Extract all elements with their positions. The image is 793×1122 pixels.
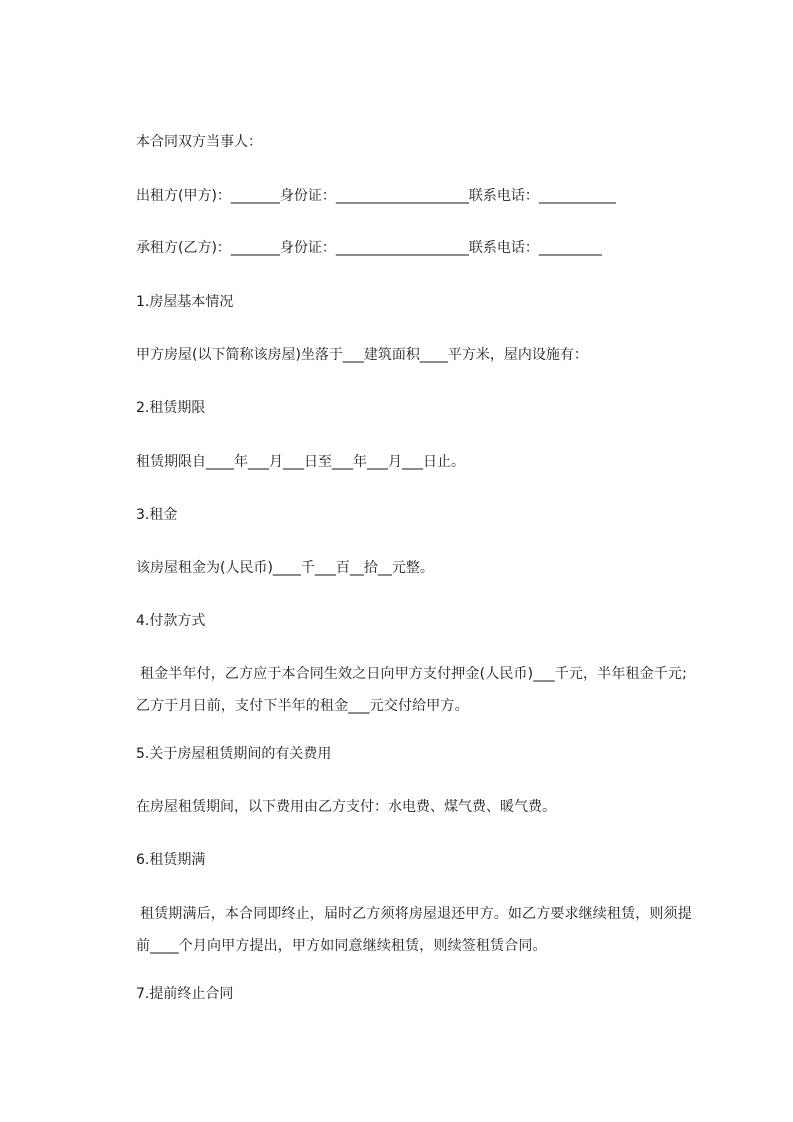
section-5-text: 在房屋租赁期间，以下费用由乙方支付：水电费、煤气费、暖气费。 <box>136 799 556 815</box>
section-1-text: 甲方房屋(以下简称该房屋)坐落于___建筑面积____平方米，屋内设施有： <box>136 347 588 363</box>
section-7-heading: 7.提前终止合同 <box>136 986 234 1002</box>
lessor-line: 出租方(甲方)：_______身份证：___________________联系电话：___________ <box>136 188 616 204</box>
section-1-heading: 1.房屋基本情况 <box>136 294 234 310</box>
section-3-heading: 3.租金 <box>136 507 178 523</box>
section-2-text: 租赁期限自____年___月___日至___年___月___日止。 <box>136 454 465 470</box>
section-5-heading: 5.关于房屋租赁期间的有关费用 <box>136 746 332 762</box>
section-4-heading: 4.付款方式 <box>136 613 206 629</box>
section-2-heading: 2.租赁期限 <box>136 400 206 416</box>
section-6-heading: 6.租赁期满 <box>136 852 206 868</box>
section-6-text: 租赁期满后，本合同即终止，届时乙方须将房屋退还甲方。如乙方要求继续租赁，则须提前____个月向甲方提出，甲方如同意继续租赁，则续签租赁合同。 <box>136 906 692 954</box>
section-4-text: 租金半年付，乙方应于本合同生效之日向甲方支付押金(人民币)___千元，半年租金千元;乙方于月日前，支付下半年的租金___元交付给甲方。 <box>136 666 687 714</box>
lessee-line: 承租方(乙方)：_______身份证：___________________联系电话：_________ <box>136 240 602 256</box>
section-3-text: 该房屋租金为(人民币)____千___百__拾__元整。 <box>136 560 434 576</box>
parties-heading: 本合同双方当事人： <box>136 134 262 150</box>
